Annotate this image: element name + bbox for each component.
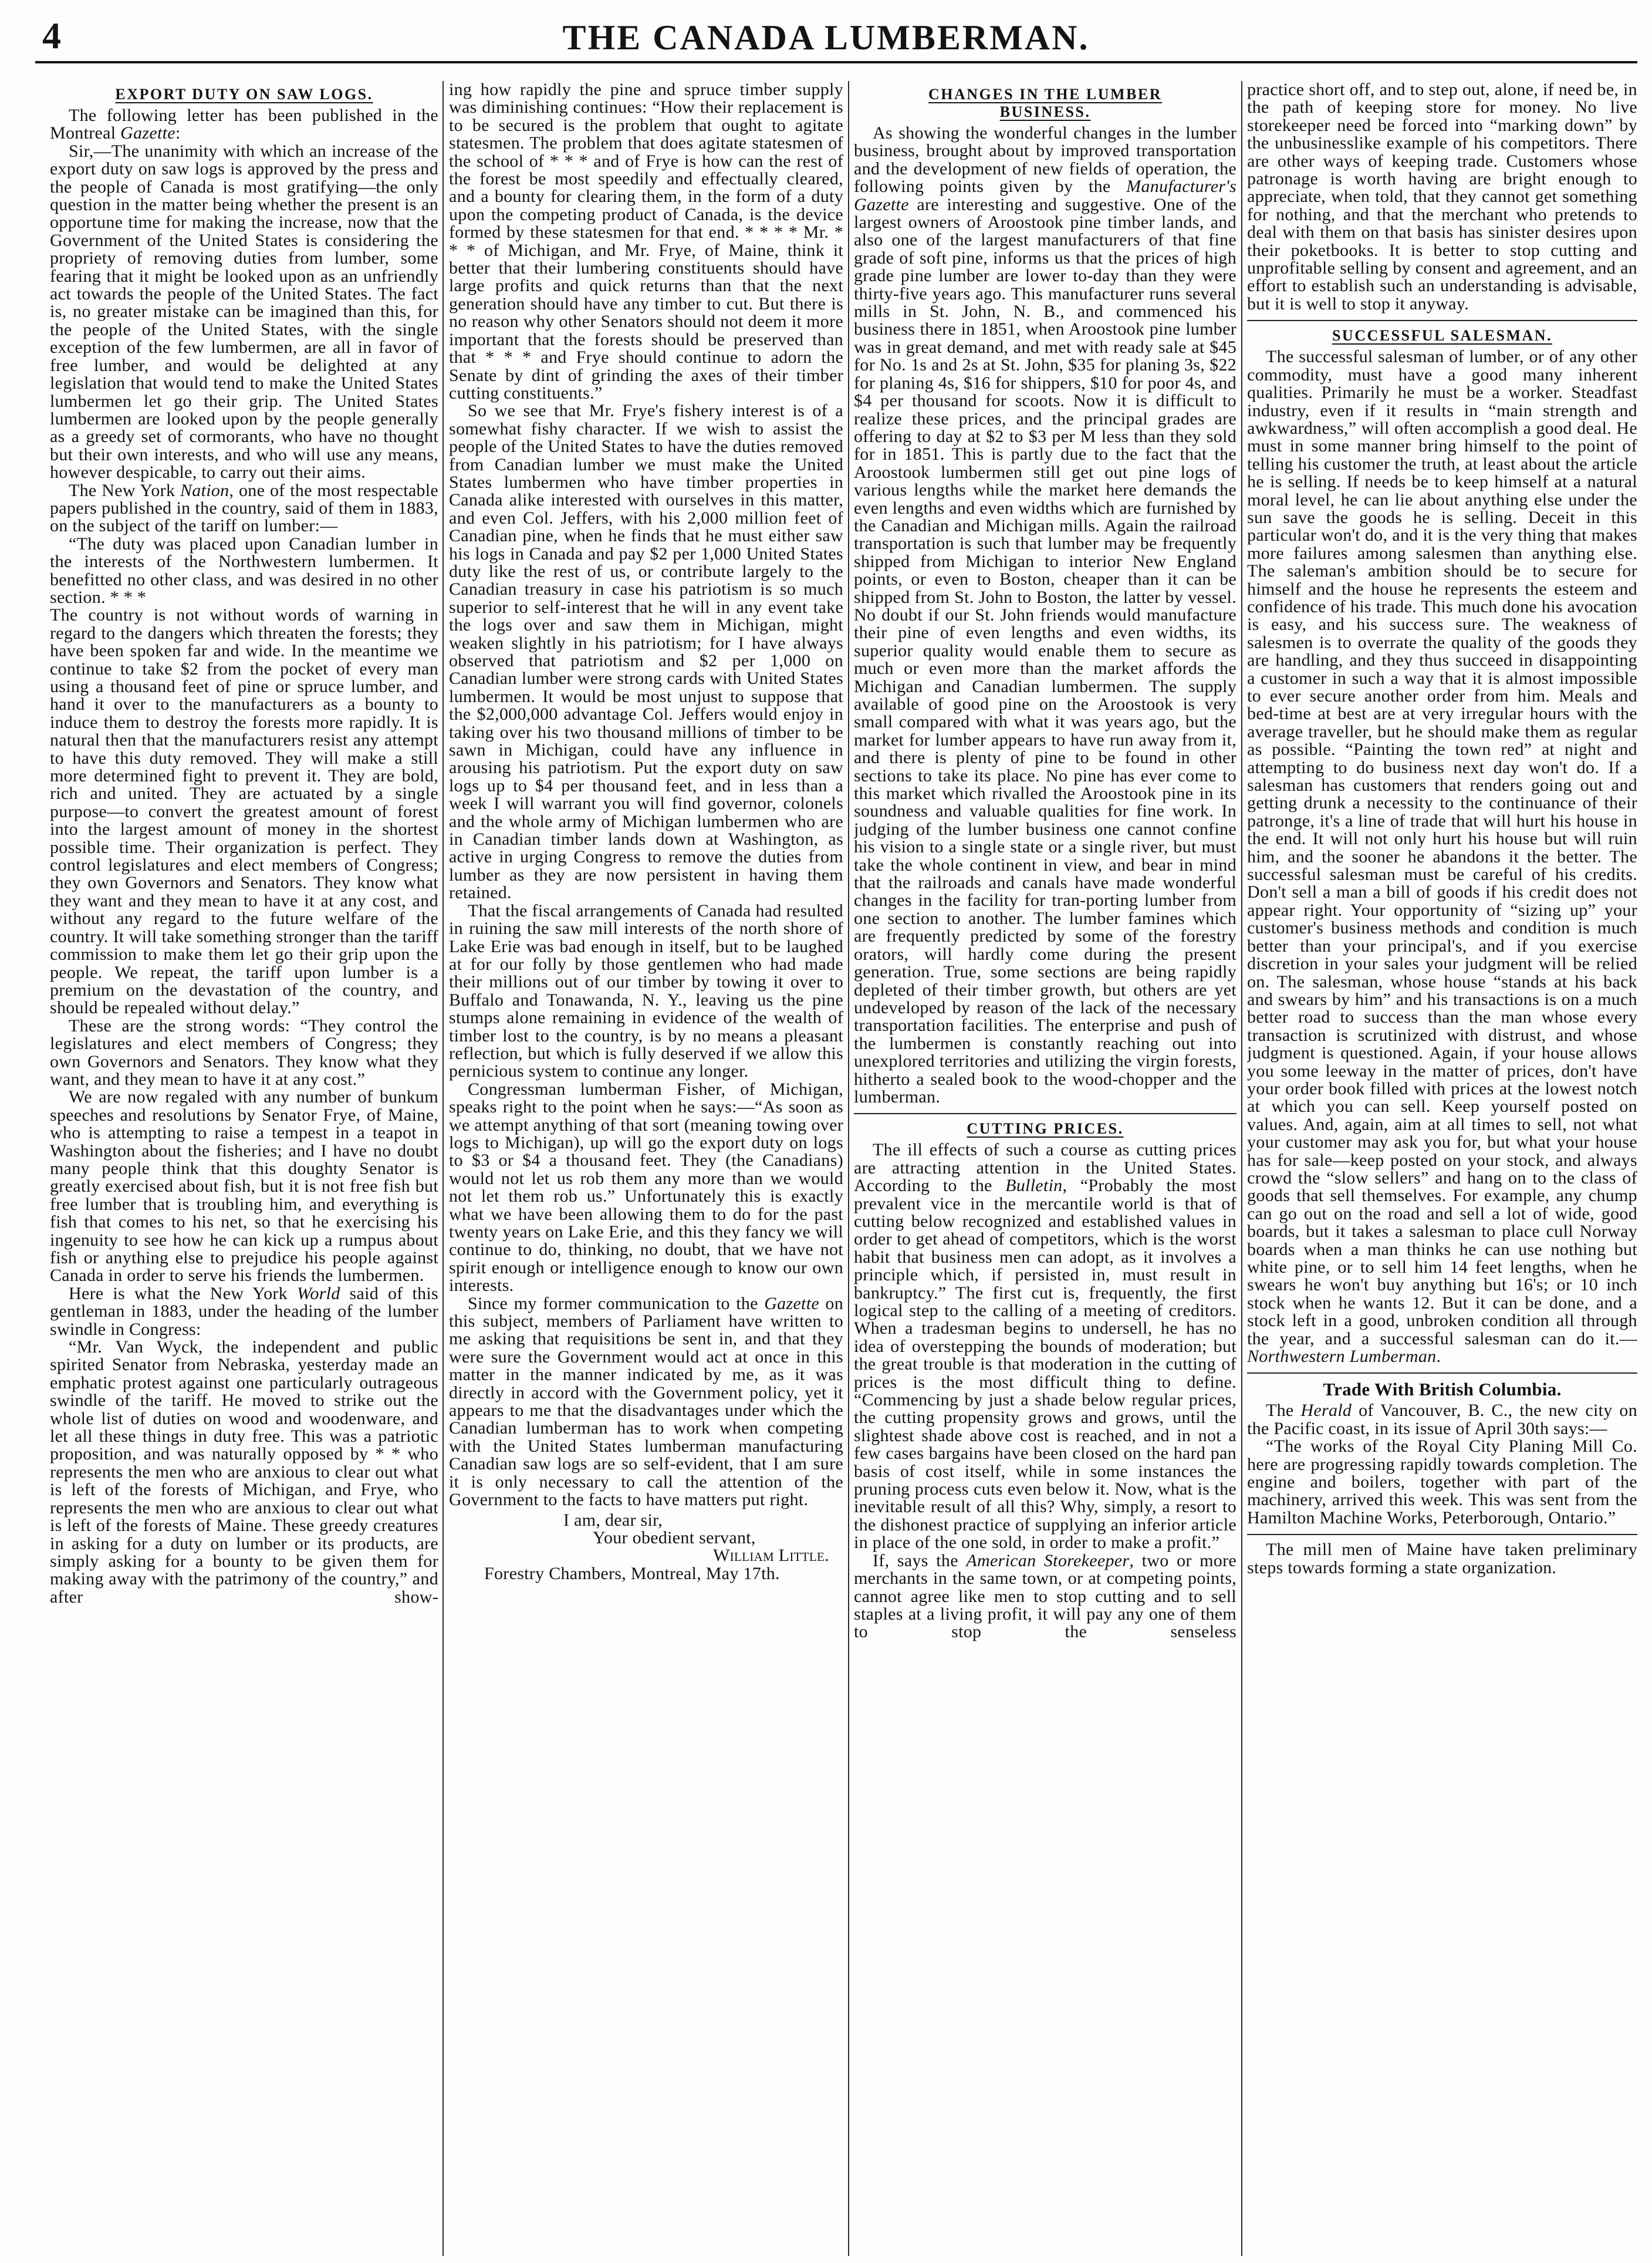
italic-title: World bbox=[296, 1283, 340, 1303]
text-run: : bbox=[175, 123, 181, 143]
section-rule bbox=[1247, 1372, 1637, 1374]
signature-block bbox=[449, 1512, 843, 1583]
column-divider bbox=[442, 81, 444, 2256]
paragraph bbox=[449, 402, 843, 902]
text-run: The bbox=[1266, 1401, 1301, 1421]
column-divider bbox=[848, 81, 849, 2256]
text-run: practice short off, and to step out, alone, if need be, in the path of keeping store for money. No live storekeeper need be forced into “marking down” by the unbusinesslike example of his competitors. There are other ways of keeping trade. Customers whose patronage is worth having are bright enough to appreciate, when told, that they cannot get something for nothing, and that the merchant who pretends to deal with them on that basis has sinister desires upon their poketbooks. It is better to stop cutting and unprofitable selling by consent and agreement, and an effort to establish such an understanding is advisable, but it is well to stop it anyway. bbox=[1247, 81, 1637, 313]
text-run: “The works of the Royal City Planing Mill Co. here are progressing rapidly towards completion. The engine and boilers, together with part of the machinery, arrived this week. This was sent from the Hamilton Machine Works, Peterborough, Ontario.” bbox=[1247, 1436, 1637, 1527]
paragraph bbox=[50, 143, 438, 482]
text-run: Since my former communication to the bbox=[468, 1293, 765, 1313]
paragraph bbox=[1247, 1402, 1637, 1438]
text-run: , two or more merchants in the same town, or at competing points, cannot agree like men to stop cutting and to sell staples at a living profit, it will pay any one of them to stop the senseless bbox=[854, 1550, 1237, 1642]
text-run: , “Probably the most prevalent vice in the mercantile world is that of cutting below recognized and established values in order to get ahead of competitors, which is the worst habit that business men can adopt, as it involves a principle which, if persisted in, must result in bankruptcy.” The first cut is, frequently, the first logical step to the calling of a meeting of creditors. When a tradesman begins to undersell, he has no idea of overstepping the bounds of moderation; but the great trouble is that moderation in the cutting of prices is the most difficult thing to define. “Commencing by just a shade below regular prices, the cutting propensity grows and grows, until the slightest shade above cost is reached, and in not a few cases bargains have been closed on the hard pan basis of cost itself, while in some instances the pruning process cuts even below it. Now, what is the inevitable result of all this? Why, simply, a resort to the dishonest practice of supplying an inferior article in place of the one sold, in order to make a profit.” bbox=[854, 1176, 1237, 1553]
column-3 bbox=[854, 81, 1237, 2256]
paragraph bbox=[1247, 348, 1637, 1365]
article-heading: CUTTING PRICES. bbox=[967, 1120, 1124, 1138]
column-2 bbox=[449, 81, 843, 2256]
signature-greeting: I am, dear sir, bbox=[563, 1510, 663, 1530]
italic-title: Nation bbox=[180, 480, 229, 500]
column-4 bbox=[1247, 81, 1637, 2256]
text-run: on this subject, members of Parliament have written to me asking that requisitions be sent in, and that they were sure the Government would act at once in this matter in the manner indicated by me, as it was directly in accord with the Government policy, yet it appears to me that the disadvantages under which the Canadian lumberman has to work when competing with the United States lumberman manufacturing Canadian saw logs are so self-evident, that I am sure it is only necessary to call the attention of the Government to the facts to have matters put right. bbox=[449, 1293, 843, 1510]
article-heading: SUCCESSFUL SALESMAN. bbox=[1332, 327, 1553, 345]
paragraph bbox=[449, 902, 843, 1081]
signature-closing: Your obedient servant, bbox=[593, 1527, 756, 1547]
text-run: The New York bbox=[69, 480, 180, 500]
paragraph-continues-next-column bbox=[50, 1338, 438, 1606]
paragraph-continued bbox=[50, 606, 438, 1017]
text-run: . bbox=[1436, 1347, 1441, 1367]
paragraph bbox=[50, 1088, 438, 1284]
text-run: are interesting and suggestive. One of the largest owners of Aroostook pine timber lands, and also one of the largest manufacturers of that fine grade of soft pine, informs us that the prices of high grade pine lumber are lower to-day than they were thirty-five years ago. This manufacturer runs several mills in St. John, N. B., and commenced his business there in 1851, when Aroostook pine lumber was in great demand, and met with ready sale at $45 for No. 1s and 2s at St. John, $35 for planing 3s, $22 for planing 4s, $16 for shippers, $10 for poor 4s, and $4 per thousand for scoots. Now it is difficult to realize these prices, and the principal grades are offering to day at $2 to $3 per M less than they sold for in 1851. This is partly due to the fact that the Aroostook lumbermen still get out pine logs of various lengths while the market here demands the even lengths and even widths which are furnished by the Canadian and Michigan mills. Again the railroad transportation is such that lumber may be frequently shipped from Michigan to interior New England points, or even to Boston, cheaper than it can be shipped from St. John to Boston, the latter by vessel. No doubt if our St. John friends would manufacture their pine of even lengths and even widths, its superior quality would enable them to secure as much or even more than the market affords the Michigan and Canadian lumbermen. The supply available of good pine on the Aroostook is very small compared with what it was years ago, but the market for lumber appears to have run away from it, and there is plenty of pine to be found in other sections to take its place. No pine has ever come to this market which rivalled the Aroostook pine in its soundness and valuable qualities for fine work. In judging of the lumber business one cannot confine his vision to a single state or a single river, but must take the whole continent in view, and bear in mind that the railroads and canals have made wonderful changes in the facility for tran-porting lumber from one section to another. The lumber famines which are frequently predicted by some of the forestry orators, will hardly come during the present generation. True, some sections are being rapidly depleted of their timber growth, but others are yet undeveloped by reason of the lack of the necessary transportation facilities. The enterprise and push of the lumbermen is constantly reaching out into unexplored territories and utilizing the virgin forests, hitherto a sealed book to the wood-chopper and the lumberman. bbox=[854, 194, 1237, 1107]
text-run: The successful salesman of lumber, or of any other commodity, must have a good many inherent qualities. Primarily he must be a worker. Steadfast industry, even if it results in “main strength and awkwardness,” will often accomplish a good deal. He must in some manner bring himself to the point of telling his customer the truth, at least about the article he is selling. If needs be to keep himself at a natural moral level, he can lie about anything else under the sun save the goods he is selling. Deceit in this particular won't do, and it is the very thing that makes more failures among salesmen than anything else. The saleman's ambition should be to secure for himself and the house he represents the esteem and confidence of his trade. This much done his avocation is easy, and his success sure. The weakness of salesmen is to overrate the quality of the goods they are handling, and they thus succeed in disappointing a customer in such a way that it is almost impossible to ever secure another order from him. Meals and bed-time at best are at very irregular hours with the average traveller, but he should make them as regular as possible. “Painting the town red” at night and attempting to do business next day won't do. If a salesman has customers that renders going out and getting drunk a necessity to the continuance of their patronge, it's a line of trade that will hurt his house in the end. It will not only hurt his house but will ruin him, and the sooner he abandons it the better. The successful salesman must be careful of his credits. Don't sell a man a bill of goods if his credit does not appear right. Your opportunity of “sizing up” your customer's business methods and condition is much better than your principal's, and if you exercise discretion in your sales your judgment will be relied on. The salesman, whose house “stands at his back and swears by him” and his transactions is on a much better road to success than the man whose every transaction is scrutinized with distrust, and whose judgment is questioned. Again, if your house allows you some leeway in the matter of prices, don't have your order book filled with prices at the lowest notch at which you can sell. Keep yourself posted on values. And, again, aim at all times to sell, not what your customer may ask you for, but what your house has for sale—keep posted on your stock, and always crowd the “slow sellers” and hang on to the class of goods that sell themselves. For example, any chump can go out on the road and sell a lot of wide, good boards, but it takes a salesman to place cull Norway boards when a man thinks he can use nothing but white pine, or to sell him 14 feet lengths, when he swears he won't buy anything but 16's; or 10 inch stock when he wants 12. But it can be done, and a stock left in a good, unbroken condition all through the year, and a successful salesman can do it.— bbox=[1247, 347, 1637, 1348]
signature-name: William Little. bbox=[713, 1546, 829, 1566]
paragraph-continued bbox=[449, 81, 843, 402]
paragraph bbox=[50, 482, 438, 535]
paragraph bbox=[50, 535, 438, 607]
masthead-rule bbox=[35, 61, 1637, 63]
italic-title: Bulletin bbox=[1005, 1176, 1063, 1196]
paragraph bbox=[50, 107, 438, 143]
paragraph bbox=[449, 1295, 843, 1509]
text-run: As showing the wonderful changes in the lumber business, brought about by improved transportation and the development of new fields of operation, the following points given by the bbox=[854, 123, 1237, 197]
text-run: So we see that Mr. Frye's fishery interest is of a somewhat fishy character. If we wish to assist the people of the United States to have the duties removed from Canadian lumber we must make the United States lumbermen who have timber properties in Canada alike interested with ourselves in this matter, and even Col. Jeffers, with his 2,000 million feet of Canadian pine, when he finds that he must either saw his logs in Canada and pay $2 per 1,000 United States duty like the rest of us, or contribute largely to the Canadian treasury in case his patriotism is so much superior to self-interest that he will in any event take the logs over and saw them in Michigan, might weaken slightly in his patriotism; for I have always observed that patriotism and $2 per 1,000 on Canadian lumber were strong cards with United States lumbermen. It would be most unjust to suppose that the $2,000,000 advantage Col. Jeffers would enjoy in taking over his two thousand millions of timber to be sawn in Michigan, could have any influence in arousing his patriotism. Put the export duty on saw logs up to $4 per thousand feet, and in less than a week I will warrant you will find governor, colonels and the whole army of Michigan lumbermen who are in Canadian timber lands down at Washington, as active in urging Congress to remove the duties from lumber as they are now persistent in having them retained. bbox=[449, 401, 843, 903]
text-run: Here is what the New York bbox=[69, 1283, 297, 1303]
text-run: said of this gentleman in 1883, under the heading of the lumber swindle in Congress: bbox=[50, 1283, 438, 1339]
section-rule bbox=[854, 1113, 1237, 1114]
text-run: That the fiscal arrangements of Canada had resulted in ruining the saw mill interests of the north shore of Lake Erie was bad enough in itself, but to be laughed at for our folly by those gentlemen who had made their millions out of our timber by towing it over to Buffalo and Tonawanda, N. Y., leaving us the pine stumps alone remaining in evidence of the wealth of timber lost to the country, is by no means a pleasant reflection, but which is fully deserved if we allow this pernicious system to continue any longer. bbox=[449, 901, 843, 1081]
text-run: The country is not without words of warning in regard to the dangers which threaten the forests; they have been spoken far and wide. In the meantime we continue to take $2 from the pocket of every man using a thousand feet of pine or spruce lumber, and hand it over to the manufacturers as a bounty to induce them to destroy the forests more rapidly. It is natural then that the manufacturers resist any attempt to have this duty removed. They will make a still more determined fight to prevent it. They are bold, rich and united. They are actuated by a single purpose—to convert the greatest amount of forest into the largest amount of money in the shortest possible time. Their organization is perfect. They control legislatures and elect members of Congress; they own Governors and Senators. They know what they want and they mean to have it at any cost, and without any regard to the future welfare of the country. It will take something stronger than the tariff commission to make them let go their grip upon the people. We repeat, the tariff upon lumber is a premium on the devastation of the country, and should be repealed without delay.” bbox=[50, 605, 438, 1018]
text-run: We are now regaled with any number of bunkum speeches and resolutions by Senator Frye, of Maine, who is attempting to raise a tempest in a teapot in Washington about the fisheries; and I have no doubt many people think that this doughty Senator is greatly exercised about fish, but it is not free fish but free lumber that is troubling him, and everything is fish that comes to his net, so that he exercising his ingenuity to see how he can kick up a rumpus about fish or anything else to prejudice his people against Canada in order to serve his friends the lumbermen. bbox=[50, 1087, 438, 1286]
section-rule bbox=[1247, 1534, 1637, 1535]
text-run: The following letter has been published in the Montreal bbox=[50, 106, 438, 143]
text-run: “Mr. Van Wyck, the independent and public spirited Senator from Nebraska, yesterday made an emphatic protest against one particularly outrageous swindle of the tariff. He moved to strike out the whole list of duties on wood and woodenware, and let all these things in duty free. This was a patriotic proposition, and was naturally opposed by * * who represents the men who are anxious to clear out what is left of the forests of Michigan, and Frye, who represents the men who are anxious to clear out what is left of the forests of Maine. These greedy creatures in asking for a duty on lumber or its products, are simply asking for a bounty to be given them for making away with the patrimony of the country,” and after show- bbox=[50, 1337, 438, 1607]
text-run: , one of the most respectable papers published in the country, said of them in 1883, on the subject of the tariff on lumber:— bbox=[50, 480, 438, 536]
article-heading: EXPORT DUTY ON SAW LOGS. bbox=[115, 86, 373, 103]
article-subheading: Trade With British Columbia. bbox=[1323, 1379, 1562, 1400]
column-1 bbox=[50, 81, 438, 2256]
text-run: of Vancouver, B. C., the new city on the Pacific coast, in its issue of April 30th says:— bbox=[1247, 1401, 1637, 1438]
masthead-title: THE CANADA LUMBERMAN. bbox=[562, 18, 1090, 57]
paragraph bbox=[449, 1081, 843, 1295]
text-run: If, says the bbox=[873, 1550, 967, 1570]
italic-title: Herald bbox=[1300, 1401, 1352, 1421]
italic-title: Northwestern Lumberman bbox=[1247, 1347, 1437, 1367]
text-run: These are the strong words: “They control the legislatures and elect members of Congress; they own Governors and Senators. They know what they want, and they mean to have it at any cost.” bbox=[50, 1016, 438, 1089]
paragraph-continued bbox=[1247, 81, 1637, 313]
text-run: The ill effects of such a course as cutting prices are attracting attention in the United States. According to the bbox=[854, 1140, 1237, 1196]
text-run: The mill men of Maine have taken preliminary steps towards forming a state organization. bbox=[1247, 1540, 1637, 1577]
text-run: “The duty was placed upon Canadian lumber in the interests of the Northwestern lumbermen. It benefitted no other class, and was desired in no other section. * * * bbox=[50, 534, 438, 607]
text-run: ing how rapidly the pine and spruce timber supply was diminishing continues: “How their replacement is to be secured is the problem that ought to agitate statesmen. The problem that does agitate statesmen of the school of * * * and of Frye is how can the rest of the forest be most speedily and effectually cleared, and a bounty for clearing them, in the form of a duty upon the competing product of Canada, is the device formed by these statesmen for that end. * * * * Mr. * * * of Michigan, and Mr. Frye, of Maine, think it better that their lumbering constituents should have large profits and quick returns than that the next generation should have any timber to cut. But there is no reason why other Senators should not deem it more important that the forests should be preserved than that * * * and Frye should continue to adorn the Senate by dint of grinding the axes of their timber cutting constituents.” bbox=[449, 81, 843, 403]
text-run: Sir,—The unanimity with which an increase of the export duty on saw logs is approved by the press and the people of Canada is most gratifying—the only question in the matter being whether the present is an opportune time for making the increase, now that the Government of the United States is considering the propriety of removing duties from lumber, some fearing that it might be looked upon as an unfriendly act towards the people of the United States. The fact is, no greater mistake can be imagined than this, for the people of the United States, with the single exception of the few lumbermen, are all in favor of free lumber, and would be delighted at any legislation that would tend to make the United States lumbermen let go their grip. The United States lumbermen are looked upon by the people generally as a greedy set of cormorants, who have no thought but their own interests, and who will use any means, however despicable, to carry out their aims. bbox=[50, 141, 438, 483]
italic-title: American Storekeeper bbox=[966, 1550, 1130, 1570]
paragraph bbox=[854, 124, 1237, 1106]
paragraph bbox=[854, 1141, 1237, 1552]
paragraph-continues-next-column bbox=[854, 1552, 1237, 1641]
italic-title: Gazette bbox=[764, 1293, 819, 1313]
page-number: 4 bbox=[42, 15, 61, 56]
article-heading: CHANGES IN THE LUMBER BUSINESS. bbox=[928, 86, 1163, 120]
text-run: Congressman lumberman Fisher, of Michigan, speaks right to the point when he says:—“As soon as we attempt anything of that sort (meaning towing over logs to Michigan), up will go the export duty on logs to $3 or $4 a thousand feet. They (the Canadians) would not let us rob them any more than we would not let them rob us.” Unfortunately this is exactly what we have been allowing them to do for the past twenty years on Lake Erie, and this they fancy we will continue to do, thinking, no doubt, that we have not spirit enough or intelligence enough to know our own interests. bbox=[449, 1079, 843, 1296]
paragraph bbox=[1247, 1438, 1637, 1527]
paragraph bbox=[50, 1017, 438, 1089]
paragraph bbox=[50, 1285, 438, 1338]
section-rule bbox=[1247, 320, 1637, 321]
signature-place: Forestry Chambers, Montreal, May 17th. bbox=[484, 1563, 780, 1583]
italic-title: Gazette bbox=[120, 123, 175, 143]
italic-title: Manufacturer's Gazette bbox=[854, 177, 1237, 214]
column-divider bbox=[1241, 81, 1242, 2256]
paragraph bbox=[1247, 1541, 1637, 1577]
